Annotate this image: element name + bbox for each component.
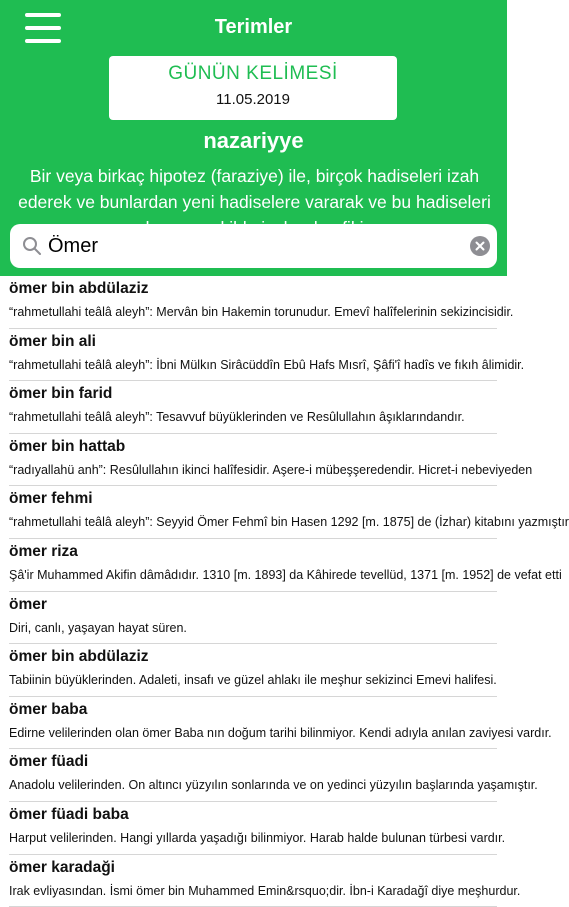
list-item[interactable]	[0, 486, 569, 539]
list-item[interactable]	[0, 697, 552, 750]
list-item[interactable]	[0, 381, 507, 434]
item-description: Edirne velilerinden olan ömer Baba nın doğum tarihi bilinmiyor. Kendi adıyla anılan zaviyesi vardır.	[9, 725, 552, 740]
item-description: “rahmetullahi teâlâ aleyh”: Tesavvuf büyüklerinden ve Resûlullahın âşıklarındandır.	[9, 410, 465, 425]
list-item[interactable]	[0, 539, 562, 592]
results-list	[0, 276, 569, 900]
list-item[interactable]	[0, 276, 514, 329]
list-item[interactable]	[0, 644, 507, 697]
list-item[interactable]	[0, 802, 507, 855]
search-bar	[10, 224, 497, 268]
list-item[interactable]	[0, 329, 525, 382]
top-bar	[0, 0, 507, 56]
item-title: ömer füadi baba	[9, 805, 129, 823]
item-description: Diri, canlı, yaşayan hayat süren.	[9, 620, 187, 635]
item-description: “rahmetullahi teâlâ aleyh”: Seyyid Ömer Fehmî bin Hasen 1292 [m. 1875] de (İzhar) kitabını yazmıştır	[9, 515, 569, 530]
item-description: Harput velilerinden. Hangi yıllarda yaşadığı bilinmiyor. Harab halde bulunan türbesi vardır.	[9, 830, 506, 845]
item-description: Tabiinin büyüklerinden. Adaleti, insafı ve güzel ahlakı ile meşhur sekizinci Emevi halifesi.	[9, 673, 497, 688]
search-icon	[22, 236, 42, 256]
item-description: Şâ'ir Muhammed Akifin dâmâdıdır. 1310 [m. 1893] da Kâhirede tevellüd, 1371 [m. 1952] de vefat etti	[9, 567, 562, 582]
search-input[interactable]	[48, 230, 458, 262]
word-of-the-day-label: GÜNÜN KELİMESİ	[168, 63, 338, 84]
item-title: ömer füadi	[9, 753, 89, 771]
item-description: Anadolu velilerinden. On altıncı yüzyılın sonlarında ve on yedinci yüzyılın başlarında yaşamıştır.	[9, 778, 538, 793]
list-item[interactable]	[0, 749, 538, 802]
header	[0, 0, 507, 276]
item-title: ömer karadaği	[9, 858, 115, 876]
item-title: ömer bin hattab	[9, 437, 126, 455]
item-description: “rahmetullahi teâlâ aleyh”: İbni Mülkın Sirâcüddîn Ebû Hafs Mısrî, Şâfi'î hadîs ve fıkıh âlimidir.	[9, 357, 525, 372]
item-title: ömer	[9, 595, 47, 613]
item-description: “rahmetullahi teâlâ aleyh”: Mervân bin Hakemin torunudur. Emevî halîfelerinin sekizincisidir.	[9, 305, 514, 319]
page-title: Terimler	[214, 16, 293, 38]
item-title: ömer riza	[9, 542, 78, 560]
item-description: “radıyallahü anh”: Resûlullahın ikinci halîfesidir. Aşere-i mübeşşeredendir. Hicret-i nebeviyeden	[9, 462, 533, 477]
item-title: ömer bin abdülaziz	[9, 648, 149, 666]
list-item[interactable]	[0, 434, 533, 487]
word-definition: Bir veya birkaç hipotez (faraziye) ile, birçok hadiseleri izah ederek ve bunlardan yeni hadiselere vararak ve bu hadiseleri	[18, 166, 491, 212]
item-title: ömer bin ali	[9, 332, 96, 350]
word-of-the-day-card[interactable]	[109, 56, 397, 120]
item-title: ömer bin abdülaziz	[9, 280, 149, 297]
word-of-the-day-date: 11.05.2019	[216, 91, 290, 108]
item-title: ömer bin farid	[9, 385, 113, 403]
item-description: Irak evliyasından. İsmi ömer bin Muhammed Emin&rsquo;dir. İbn-i Karadağî diye meşhurdur.	[9, 883, 521, 898]
item-title: ömer baba	[9, 700, 88, 718]
list-item[interactable]	[0, 855, 521, 907]
clear-icon[interactable]	[470, 236, 490, 256]
list-item[interactable]	[0, 592, 507, 645]
word-of-the-day: nazariyye	[203, 128, 304, 153]
item-title: ömer fehmi	[9, 490, 93, 508]
